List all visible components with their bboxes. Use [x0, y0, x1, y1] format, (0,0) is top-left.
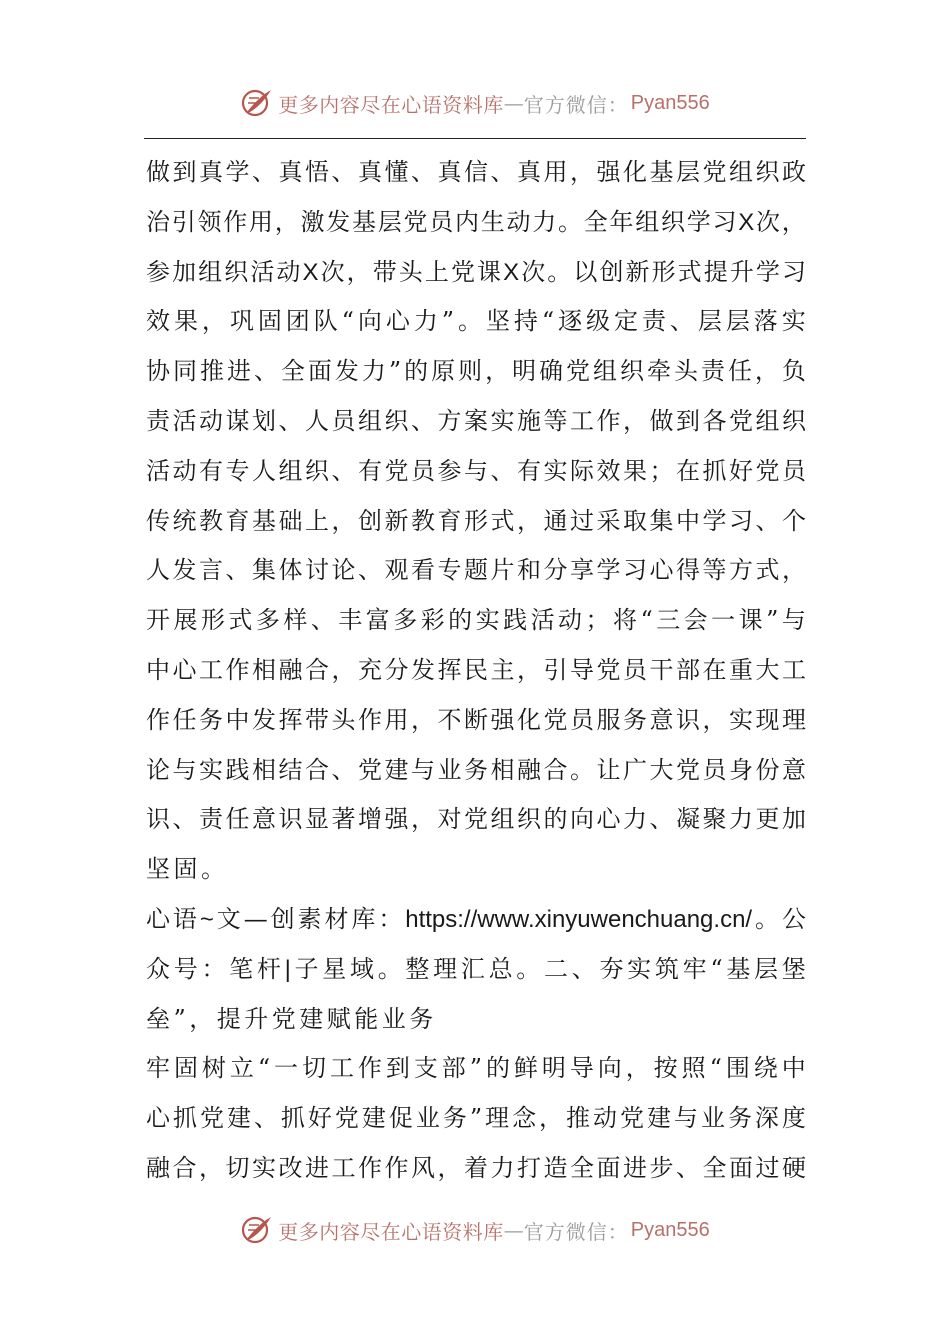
banner-title: 更多内容尽在心语资料库 — [278, 1219, 504, 1244]
body-line: 中 心 工 作 相 融 合 ， 充 分 发 挥 民 主 ， 引 导 党 员 干 部 在 重 大 工 — [146, 655, 806, 684]
body-line: 坚 固 。 — [146, 855, 225, 884]
body-line: 效 果 ， 巩 固 团 队 “ 向 心 力 ” 。 坚 持 “ 逐 级 定 责 、 层 层 落 实 — [146, 307, 806, 336]
body-line: 心 语 ~ 文 — 创 素 材 库 ： https://www.xinyuwenchuang.cn/ 。 公 — [146, 904, 806, 933]
body-line: 做 到 真 学 、 真 悟 、 真 懂 、 真 信 、 真 用 ， 强 化 基 层 党 组 织 政 — [146, 158, 806, 186]
document-body — [146, 148, 806, 1194]
body-line: 协 同 推 进 、 全 面 发 力 ” 的 原 则 ， 明 确 党 组 织 牵 头 责 任 ， 负 — [146, 357, 806, 386]
body-line: 融 合 ， 切 实 改 进 工 作 作 风 ， 着 力 打 造 全 面 进 步 、 全 面 过 硬 — [146, 1153, 806, 1182]
body-line: 众 号 ： 笔 杆 | 子 星 域 。 整 理 汇 总 。 二 、 夯 实 筑 牢 “ 基 层 堡 — [146, 954, 806, 983]
body-line: 论 与 实 践 相 结 合 、 党 建 与 业 务 相 融 合 。 让 广 大 党 员 身 份 意 — [146, 755, 806, 784]
body-line: 责 活 动 谋 划 、 人 员 组 织 、 方 案 实 施 等 工 作 ， 做 到 各 党 组 织 — [146, 406, 806, 435]
body-line: 人 发 言 、 集 体 讨 论 、 观 看 专 题 片 和 分 享 学 习 心 得 等 方 式 ， — [146, 556, 806, 585]
body-line: 垒 ” ， 提 升 党 建 赋 能 业 务 — [146, 1004, 434, 1033]
quill-logo-icon — [240, 1213, 274, 1247]
quill-logo-icon — [240, 86, 274, 120]
body-line: 传 统 教 育 基 础 上 ， 创 新 教 育 形 式 ， 通 过 采 取 集 中 学 习 、 个 — [146, 506, 806, 535]
body-line: 牢 固 树 立 “ 一 切 工 作 到 支 部 ” 的 鲜 明 导 向 ， 按 照 “ 围 绕 中 — [146, 1054, 806, 1083]
body-line: 治 引 领 作 用 ， 激 发 基 层 党 员 内 生 动 力 。 全 年 组 织 学 习 X 次 ， — [146, 207, 806, 236]
body-line: 活 动 有 专 人 组 织 、 有 党 员 参 与 、 有 实 际 效 果 ； 在 抓 好 党 员 — [146, 456, 806, 485]
footer-banner — [0, 1210, 950, 1250]
banner-title: 更多内容尽在心语资料库 — [278, 92, 504, 117]
banner-wechat-label: 官方微信： — [523, 1219, 629, 1244]
banner-wechat-id: Pyan556 — [630, 1218, 710, 1241]
header-banner — [0, 83, 950, 123]
body-line: 参 加 组 织 活 动 X 次 ， 带 头 上 党 课 X 次 。 以 创 新 形 式 提 升 学 习 — [146, 257, 806, 286]
banner-wechat-id: Pyan556 — [630, 91, 710, 114]
body-line: 作 任 务 中 发 挥 带 头 作 用 ， 不 断 强 化 党 员 服 务 意 识 ， 实 现 理 — [146, 705, 806, 734]
header-divider — [144, 138, 806, 139]
body-line: 开 展 形 式 多 样 、 丰 富 多 彩 的 实 践 活 动 ； 将 “ 三 会 一 课 ” 与 — [146, 606, 806, 635]
body-line: 识 、 责 任 意 识 显 著 增 强 ， 对 党 组 织 的 向 心 力 、 凝 聚 力 更 加 — [146, 805, 806, 834]
body-line: 心 抓 党 建 、 抓 好 党 建 促 业 务 ” 理 念 ， 推 动 党 建 与 业 务 深 度 — [146, 1104, 806, 1133]
banner-separator: — — [503, 91, 524, 115]
banner-wechat-label: 官方微信： — [523, 92, 629, 117]
banner-separator: — — [503, 1218, 524, 1242]
